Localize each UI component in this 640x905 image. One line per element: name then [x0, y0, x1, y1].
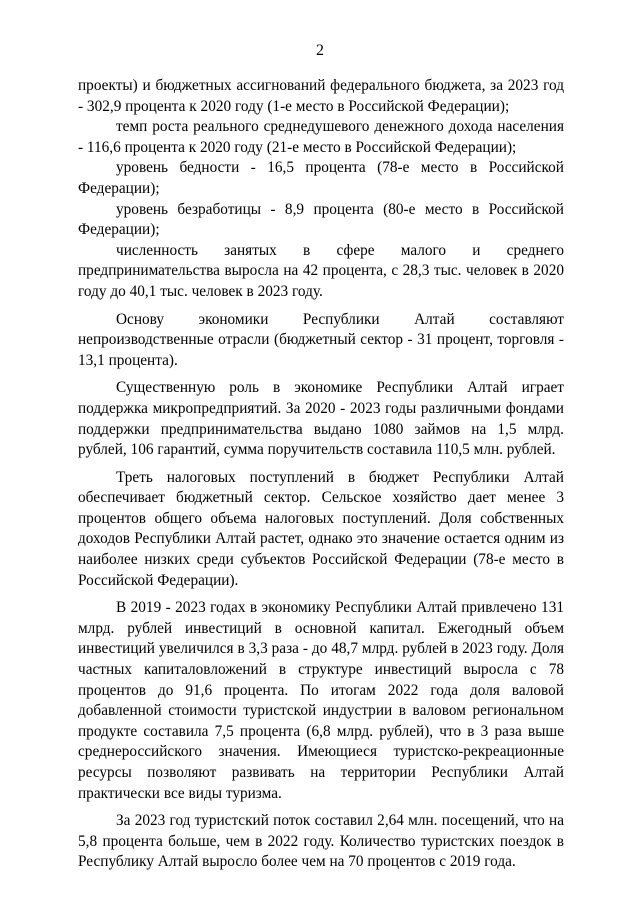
paragraph-federal-budget-continuation: проекты) и бюджетных ассигнований федерального бюджета, за 2023 год - 302,9 процента к 2020 году (1-е место в Российской Федерации); [78, 77, 564, 115]
paragraph-small-business-employment: численность занятых в сфере малого и среднего предпринимательства выросла на 42 процента, с 28,3 тыс. человек в 2020 году до 40,1 тыс. человек в 2023 году. [78, 241, 564, 300]
paragraph-poverty-level: уровень бедности - 16,5 процента (78-е место в Российской Федерации); [78, 159, 564, 197]
paragraph-economy-basis: Основу экономики Республики Алтай составляют непроизводственные отрасли (бюджетный сектор - 31 процент, торговля - 13,1 процента). [78, 310, 564, 369]
paragraph-unemployment-level: уровень безработицы - 8,9 процента (80-е место в Российской Федерации); [78, 200, 564, 239]
paragraph-tourist-flow: За 2023 год туристский поток составил 2,64 млн. посещений, что на 5,8 процента больше, чем в 2022 году. Количество туристских поездок в Республику Алтай выросло более чем на 70 процентов с 2019 года. [78, 812, 564, 871]
document-body [78, 76, 564, 873]
paragraph-tax-revenues: Треть налоговых поступлений в бюджет Республики Алтай обеспечивает бюджетный сектор. Сельское хозяйство дает менее 3 процентов общего объема налоговых поступлений. Доля собственных доходов Республики Алтай растет, однако это значение остается одним из наиболее низких среди субъектов Российской Федерации (78-е место в Российской Федерации). [78, 468, 564, 589]
paragraph-income-growth: темп роста реального среднедушевого денежного дохода населения - 116,6 процента к 2020 году (21-е место в Российской Федерации); [78, 118, 564, 156]
page-number: 2 [316, 42, 324, 59]
paragraph-microenterprise-support: Существенную роль в экономике Республики Алтай играет поддержка микропредприятий. За 2020 - 2023 годы различными фондами поддержки предпринимательства выдано 1080 займов на 1,5 млрд. рублей, 106 гарантий, сумма поручительств составила 110,5 млн. рублей. [78, 379, 564, 459]
paragraph-investments-tourism: В 2019 - 2023 годах в экономику Республики Алтай привлечено 131 млрд. рублей инвестиций в основной капитал. Ежегодный объем инвестиций увеличился в 3,3 раза - до 48,7 млрд. рублей в 2023 году. Доля частных капиталовложений в структуре инвестиций выросла с 78 процентов до 91,6 процента. По итогам 2022 года доля валовой добавленной стоимости туристской индустрии в валовом региональном продукте составила 7,5 процента (6,8 млрд. рублей), что в 3 раза выше среднероссийского значения. Имеющиеся туристско-рекреационные ресурсы позволяют развивать на территории Республики Алтай практически все виды туризма. [78, 599, 564, 802]
